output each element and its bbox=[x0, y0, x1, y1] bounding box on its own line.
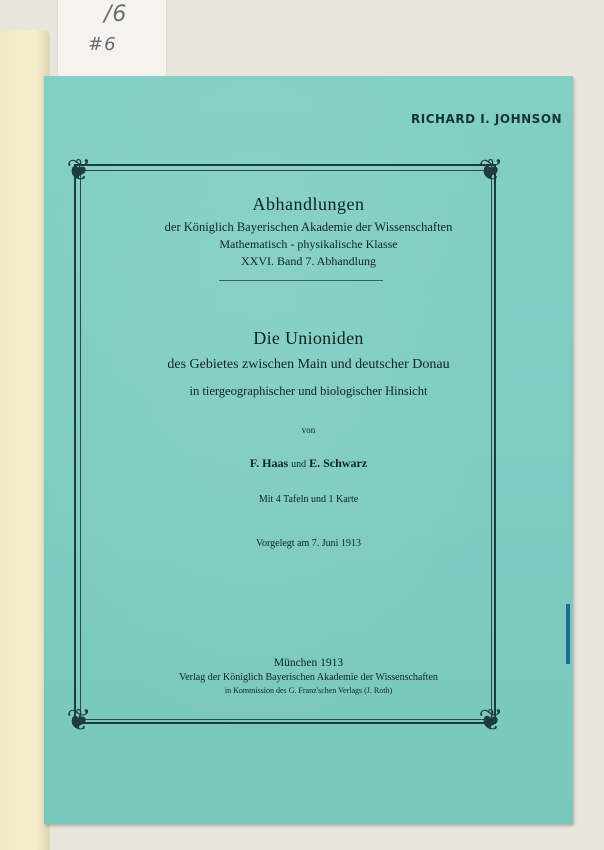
plates-note: Mit 4 Tafeln und 1 Karte bbox=[258, 494, 359, 505]
owner-stamp: RICHARD I. JOHNSON bbox=[411, 112, 563, 126]
volume-info: XXVI. Band 7. Abhandlung bbox=[241, 254, 376, 268]
pencil-note-top: /6 bbox=[104, 2, 128, 27]
authors bbox=[44, 456, 573, 471]
corner-ornament-icon: ❦ bbox=[478, 704, 504, 737]
imprint-city-year: München 1913 bbox=[273, 657, 344, 669]
work-title: Die Unioniden bbox=[253, 328, 364, 348]
class-name: Mathematisch - physikalische Klasse bbox=[219, 237, 398, 251]
series-title: Abhandlungen bbox=[252, 194, 365, 214]
corner-ornament-icon: ❦ bbox=[478, 154, 504, 187]
work-subtitle-1: des Gebietes zwischen Main und deutscher Donau bbox=[167, 357, 450, 372]
imprint-publisher: Verlag der Königlich Bayerischen Akademie der Wissenschaften bbox=[179, 672, 438, 683]
by-label: von bbox=[301, 425, 316, 435]
blue-tab bbox=[566, 604, 570, 664]
author-1: F. Haas bbox=[249, 456, 289, 470]
imprint-commission: in Kommission des G. Franz'schen Verlags (J. Roth) bbox=[224, 686, 393, 695]
corner-ornament-icon: ❦ bbox=[66, 154, 92, 187]
pencil-note-second: #6 bbox=[88, 34, 117, 55]
academy-name: der Königlich Bayerischen Akademie der Wissenschaften bbox=[164, 220, 453, 234]
author-2: E. Schwarz bbox=[309, 456, 368, 470]
corner-ornament-icon: ❦ bbox=[66, 704, 92, 737]
adjacent-page-edge bbox=[0, 30, 50, 850]
and-label: und bbox=[291, 459, 307, 470]
pamphlet-cover bbox=[44, 76, 573, 824]
ornamental-frame-inner bbox=[80, 170, 492, 720]
presented-date: Vorgelegt am 7. Juni 1913 bbox=[256, 538, 361, 549]
divider bbox=[219, 280, 383, 281]
work-subtitle-2: in tiergeographischer und biologischer Hinsicht bbox=[189, 384, 428, 398]
